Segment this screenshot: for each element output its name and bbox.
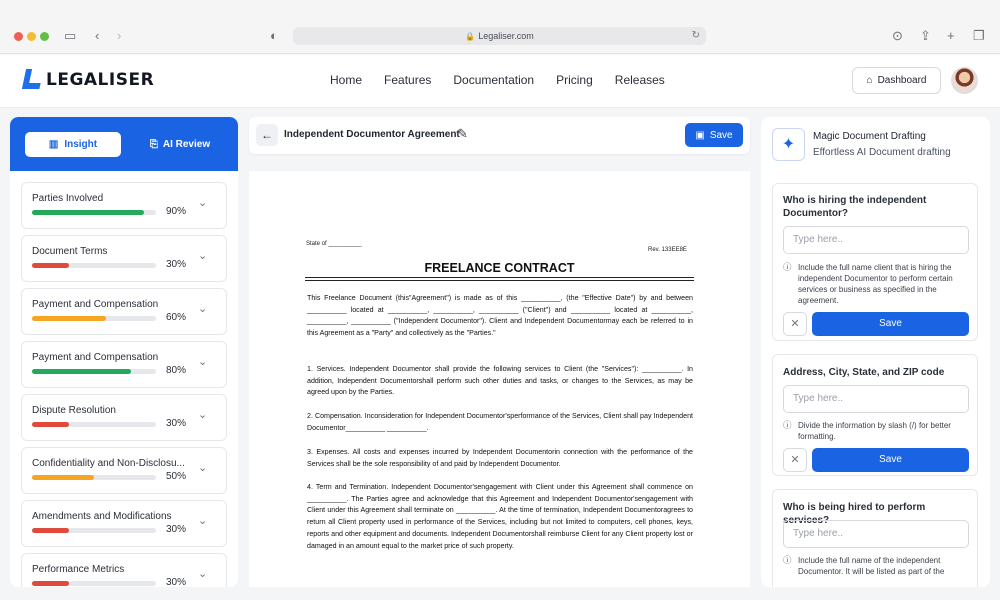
url-text: Legaliser.com [478, 31, 534, 41]
forward-arrow-icon[interactable]: › [117, 28, 122, 43]
question-text: Who is hiring the independent Documentor? [783, 195, 927, 219]
share-icon[interactable]: ⇪ [920, 28, 931, 43]
metric-progress-track [32, 316, 156, 321]
home-icon: ⌂ [866, 75, 873, 86]
clear-button[interactable] [783, 448, 807, 472]
metric-card[interactable] [21, 288, 227, 335]
insight-panel [10, 117, 238, 587]
logo-text: LEGALISER [46, 70, 155, 90]
question-text: Address, City, State, and ZIP code [783, 367, 945, 378]
metric-label: Amendments and Modifications [32, 511, 172, 522]
question-hint [783, 262, 973, 306]
question-text: Who is being hired to perform services? [783, 502, 926, 526]
chevron-down-icon[interactable]: ⌄ [198, 409, 208, 421]
tab-insight-label: Insight [64, 139, 98, 150]
chevron-down-icon[interactable]: ⌄ [198, 250, 208, 262]
sidebar-toggle-icon[interactable]: ▭ [64, 28, 77, 43]
metric-card[interactable] [21, 500, 227, 547]
close-icon: ✕ [790, 318, 800, 330]
metric-card[interactable] [21, 182, 227, 229]
logo-mark-icon [22, 69, 40, 91]
question-card-hired [772, 489, 978, 587]
metric-progress-track [32, 581, 156, 586]
tab-ai-review[interactable] [140, 132, 220, 157]
close-window-button[interactable] [14, 32, 23, 41]
metric-card[interactable] [21, 235, 227, 282]
metric-progress-fill [32, 369, 131, 374]
metric-card[interactable] [21, 394, 227, 441]
tabs-overview-icon[interactable]: ❐ [973, 28, 985, 43]
save-answer-button[interactable]: Save [812, 448, 969, 472]
metric-label: Payment and Compensation [32, 299, 159, 310]
nav-features[interactable]: Features [384, 73, 432, 87]
question-hint-text: Include the full name client that is hiring the independent Documentor to perform certain services or business as specified in the agreement. [798, 263, 953, 305]
nav-links [330, 73, 687, 87]
answer-input[interactable]: Type here.. [783, 520, 969, 548]
download-icon[interactable]: ⊙ [892, 28, 903, 43]
metric-progress-track [32, 528, 156, 533]
address-bar[interactable] [293, 27, 706, 45]
contract-paragraph-term: 4. Term and Termination. Independent Documentor'sengagement with Client under this Agreement shall commence on __________. The Parties agree and acknowledge that this Agreement and Independent Documentor'sengagement with Client under this Agreement shall terminate on __________. At the time of termination, Independent Documentoragrees to return all Client property used in performance of the Services, including but not limited to computers, cell phones, keys, reports and other equipment and documents. Independent Documentorshall reimburse Client for any Client property lost or damaged in an amount equal to the market price of such property. [307, 483, 693, 550]
info-icon: ⓘ [783, 262, 792, 272]
answer-input[interactable]: Type here.. [783, 385, 969, 413]
privacy-shield-icon[interactable]: ◐ [270, 28, 278, 43]
metric-percent: 60% [166, 312, 187, 323]
minimize-window-button[interactable] [27, 32, 36, 41]
metric-label: Parties Involved [32, 193, 104, 204]
contract-paragraph-intro: This Freelance Document (this"Agreement") is made as of this __________, (the "Effective Date") by and between __________ located at __________, __________, __________ ("Client") and __________ located at __________, __________, __________ ("Independent Documentor"). Client and Independent Documentormay each be referred to in this Agreement as a "Party" and collectively as the "Parties." [307, 294, 693, 338]
avatar[interactable] [951, 67, 978, 94]
metric-percent: 80% [166, 365, 187, 376]
metric-card[interactable] [21, 341, 227, 388]
document-title: Independent Documentor Agreement [284, 129, 460, 140]
sparkle-icon: ✦ [772, 128, 805, 161]
save-document-label: Save [709, 129, 733, 141]
close-icon: ✕ [790, 454, 800, 466]
reload-icon[interactable]: ↻ [691, 30, 700, 41]
ai-document-icon: ⎘ [149, 139, 158, 150]
metric-progress-fill [32, 263, 69, 268]
dashboard-button[interactable] [852, 67, 941, 94]
metric-progress-track [32, 475, 156, 480]
lock-icon: 🔒 [465, 32, 476, 41]
dashboard-label: Dashboard [877, 75, 927, 86]
back-arrow-icon[interactable]: ‹ [95, 28, 100, 43]
metric-percent: 50% [166, 471, 187, 482]
metric-progress-track [32, 422, 156, 427]
floppy-disk-icon: ▣ [695, 129, 705, 141]
metric-progress-fill [32, 422, 69, 427]
question-card-client [772, 183, 978, 341]
contract-paragraph-services: 1. Services. Independent Documentor shall provide the following services to Client (the "Services"): __________. In addition, Independent Documentorshall perform such other duties and tasks, or changes to the Services, as may be agreed upon by the Parties. [307, 365, 693, 397]
metric-progress-track [32, 263, 156, 268]
title-rule-bottom [305, 280, 694, 281]
tab-insight[interactable] [25, 132, 121, 157]
drafting-subtitle: Effortless AI Document drafting [813, 147, 951, 158]
metric-progress-fill [32, 528, 69, 533]
browser-chrome [0, 0, 1000, 54]
metric-progress-fill [32, 475, 94, 480]
state-line: State of __________ [306, 241, 362, 247]
metric-label: Document Terms [32, 246, 108, 257]
answer-input[interactable]: Type here.. [783, 226, 969, 254]
chevron-down-icon[interactable]: ⌄ [198, 303, 208, 315]
metric-label: Performance Metrics [32, 564, 125, 575]
insight-panel-header [10, 117, 238, 171]
tab-ai-review-label: AI Review [162, 139, 211, 150]
metric-progress-fill [32, 581, 69, 586]
document-toolbar [249, 117, 750, 154]
metric-percent: 90% [166, 206, 187, 217]
metric-progress-fill [32, 316, 106, 321]
contract-paragraph-expenses: 3. Expenses. All costs and expenses incurred by Independent Documentorin connection with the performance of the Services shall be the sole responsibility of and paid by Independent Documentor. [307, 448, 693, 468]
question-hint-text: Divide the information by slash (/) for better formatting. [798, 421, 951, 441]
metric-progress-track [32, 369, 156, 374]
contract-title: FREELANCE CONTRACT [424, 261, 575, 275]
chevron-down-icon[interactable]: ⌄ [198, 462, 208, 474]
metric-percent: 30% [166, 259, 187, 270]
metric-percent: 30% [166, 418, 187, 429]
save-document-button[interactable] [685, 123, 743, 147]
nav-home[interactable]: Home [330, 73, 363, 87]
drafting-title: Magic Document Drafting [813, 131, 926, 142]
logo[interactable] [22, 69, 154, 91]
question-hint-text: Include the full name of the independent Documentor. It will be listed as part of the [798, 556, 945, 576]
question-card-address [772, 354, 978, 476]
metric-percent: 30% [166, 524, 187, 535]
metric-label: Payment and Compensation [32, 352, 159, 363]
metric-card[interactable] [21, 553, 227, 587]
nav-documentation[interactable]: Documentation [453, 73, 535, 87]
nav-releases[interactable]: Releases [614, 73, 665, 87]
info-icon: ⓘ [783, 420, 792, 430]
metric-label: Confidentiality and Non-Disclosu... [32, 458, 185, 469]
info-icon: ⓘ [783, 555, 792, 565]
maximize-window-button[interactable] [40, 32, 49, 41]
metric-progress-track [32, 210, 156, 215]
contract-paragraph-compensation: 2. Compensation. Inconsideration for Independent Documentor'sperformance of the Services, Client shall pay Independent Documentor__________ __________. [307, 412, 693, 432]
metric-card[interactable] [21, 447, 227, 494]
drafting-panel [761, 117, 990, 587]
chevron-down-icon[interactable]: ⌄ [198, 197, 208, 209]
question-hint [783, 555, 973, 577]
top-navigation [0, 55, 1000, 108]
metric-percent: 30% [166, 577, 187, 587]
save-answer-button[interactable]: Save [812, 312, 969, 336]
document-page [249, 171, 750, 587]
clear-button[interactable] [783, 312, 807, 336]
new-tab-icon[interactable]: + [947, 28, 955, 43]
question-hint [783, 420, 973, 442]
metric-progress-fill [32, 210, 144, 215]
back-button[interactable] [256, 124, 278, 146]
pencil-icon[interactable]: ✎ [457, 126, 468, 141]
metric-label: Dispute Resolution [32, 405, 116, 416]
chevron-down-icon[interactable]: ⌄ [198, 515, 208, 527]
chevron-down-icon[interactable]: ⌄ [198, 568, 208, 580]
arrow-left-icon: ← [261, 128, 273, 142]
chevron-down-icon[interactable]: ⌄ [198, 356, 208, 368]
bar-chart-icon: ▥ [48, 139, 59, 150]
title-rule-top [305, 277, 694, 278]
nav-pricing[interactable]: Pricing [556, 73, 593, 87]
revision-code: Rev. 133EE8E [648, 247, 687, 253]
